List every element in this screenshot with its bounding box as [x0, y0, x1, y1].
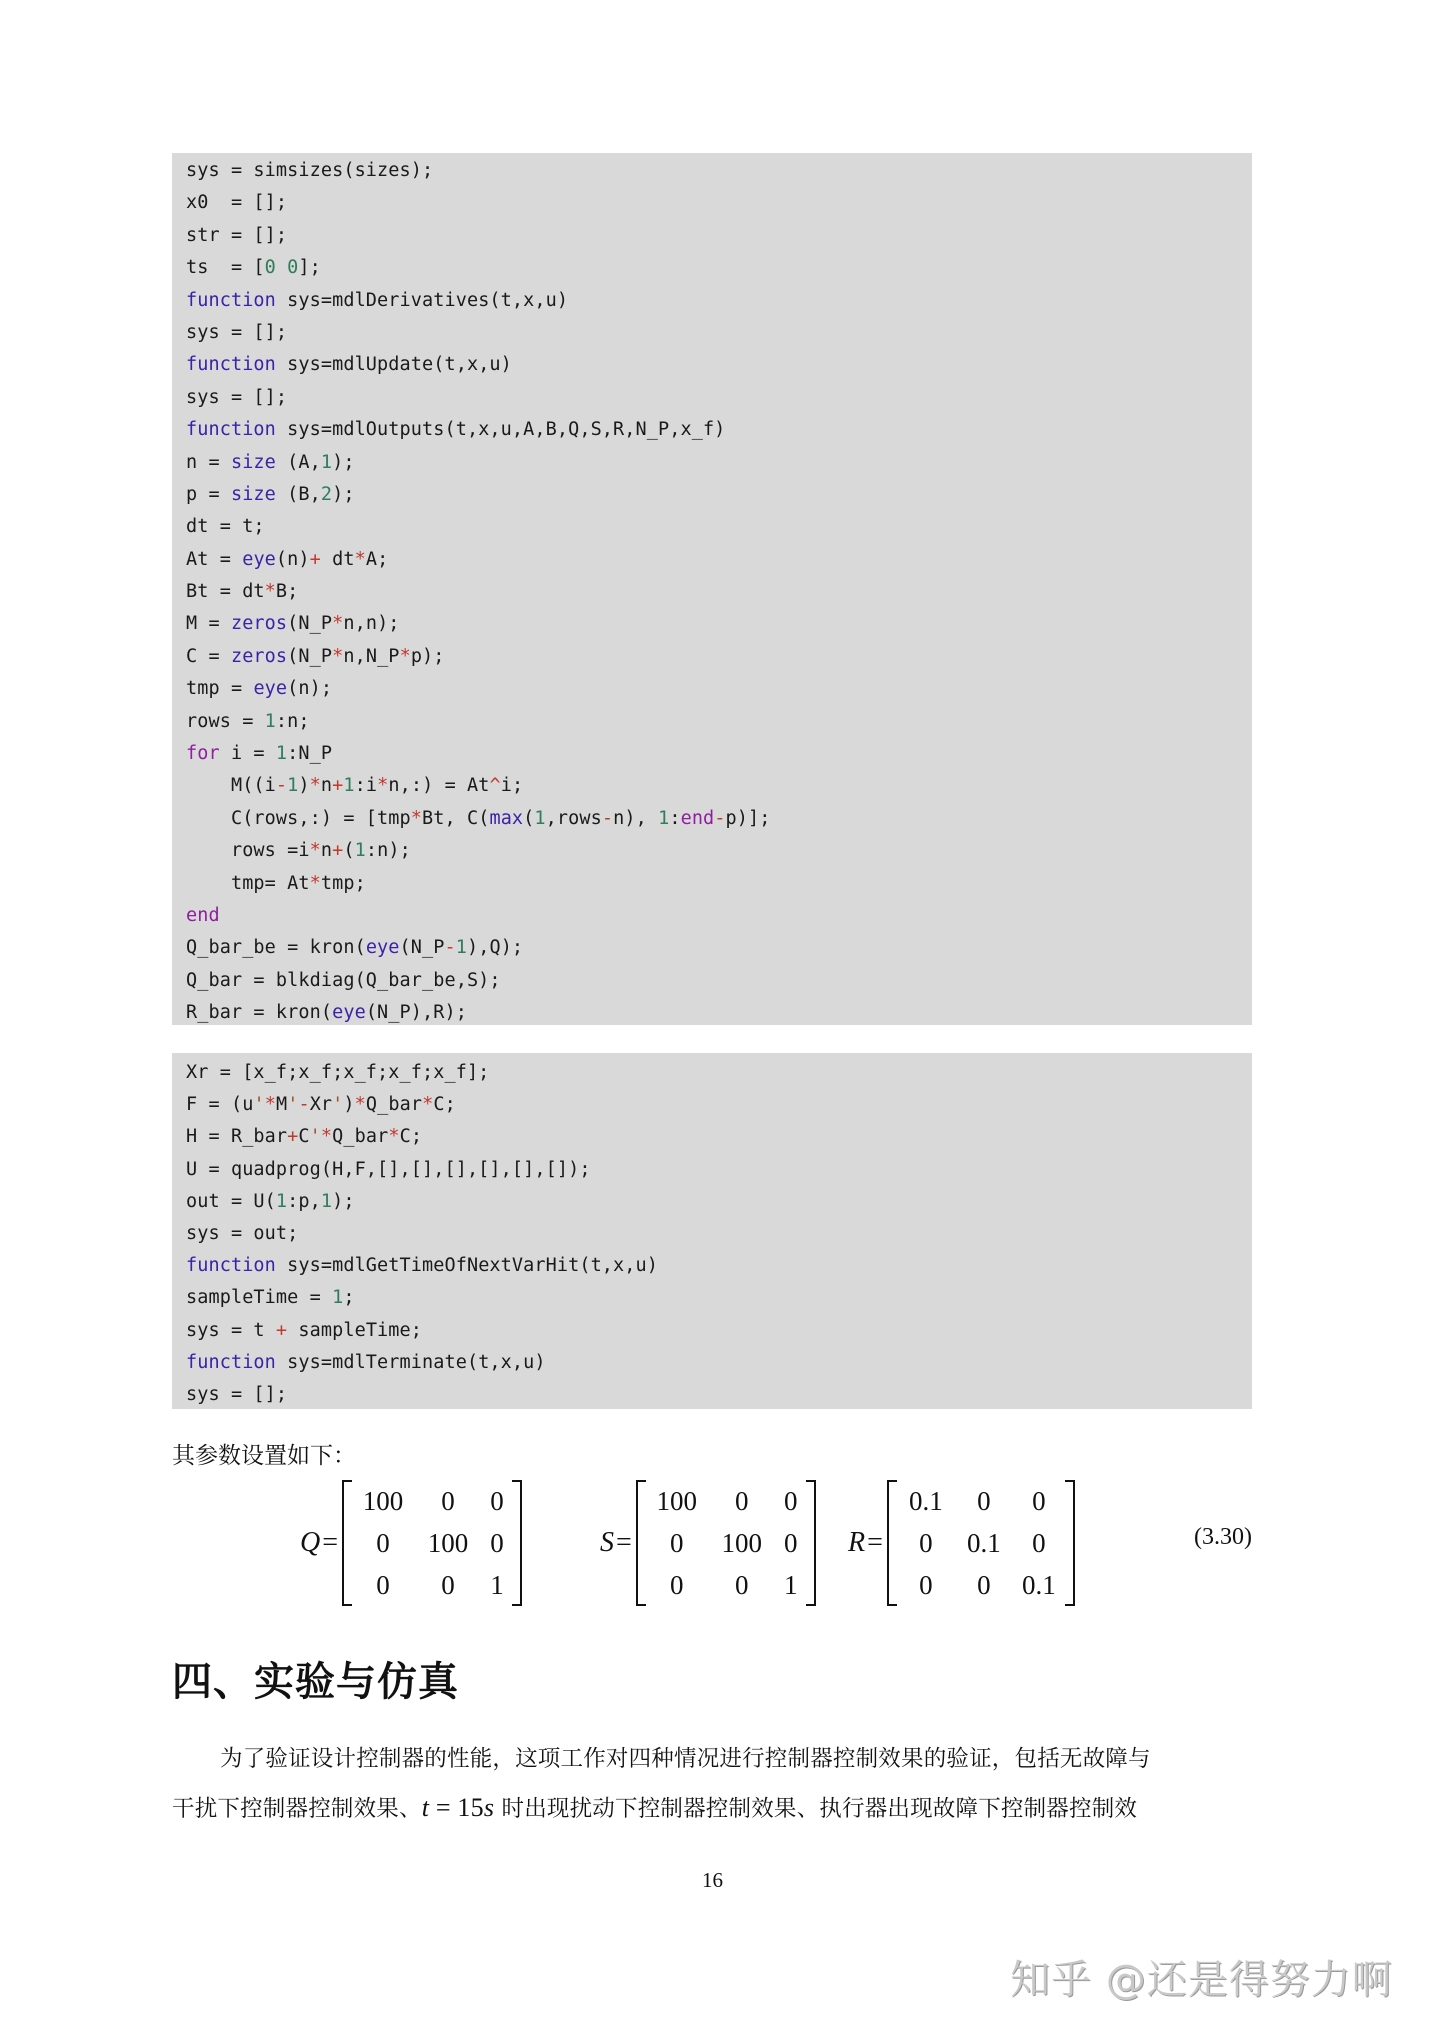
code-line: dt = t;: [186, 516, 265, 538]
equals-sign: =: [322, 1527, 339, 1558]
matrix-row: 0 0 0.1: [919, 1569, 1056, 1600]
code-line: tmp = eye(n);: [186, 678, 333, 700]
matrix-q: [342, 1480, 522, 1606]
code-line: sys = [];: [186, 321, 288, 343]
matrix-r: [887, 1480, 1075, 1606]
code-block-matlab-part-1: [172, 153, 1252, 1025]
equals-sign: =: [867, 1527, 883, 1558]
code-line: R_bar = kron(eye(N_P),R);: [186, 1002, 467, 1024]
code-line: function sys=mdlTerminate(t,x,u): [186, 1351, 546, 1373]
code-line: end: [186, 904, 220, 926]
zhihu-watermark: 知乎 @还是得努力啊: [1010, 1957, 1393, 2003]
code-line: function sys=mdlUpdate(t,x,u): [186, 354, 512, 376]
equation-3-30: [172, 1478, 1252, 1608]
code-line: function sys=mdlDerivatives(t,x,u): [186, 289, 569, 311]
code-line: C(rows,:) = [tmp*Bt, C(max(1,rows-n), 1:end-p)];: [186, 807, 771, 829]
equals-sign: =: [616, 1527, 632, 1558]
code-line: sampleTime = 1;: [186, 1287, 355, 1309]
matrix-s: [636, 1480, 816, 1606]
parameter-intro-text: 其参数设置如下：: [172, 1443, 356, 1469]
text-segment: 干扰下控制器控制效果、: [172, 1796, 422, 1822]
matrix-q-group: [300, 1478, 522, 1608]
code-line: M = zeros(N_P*n,n);: [186, 613, 400, 635]
matrix-s-group: [600, 1478, 816, 1608]
code-line: sys = out;: [186, 1222, 299, 1244]
code-line: sys = [];: [186, 1383, 288, 1405]
section-heading: 四、实验与仿真: [172, 1658, 459, 1705]
code-line: str = [];: [186, 224, 288, 246]
code-line: rows =i*n+(1:n);: [186, 840, 411, 862]
code-line: x0 = [];: [186, 192, 288, 214]
body-paragraph-line-1: 为了验证设计控制器的性能，这项工作对四种情况进行控制器控制效果的验证，包括无故障与: [220, 1746, 1151, 1772]
matrix-s-label: S: [600, 1527, 614, 1558]
code-line: p = size (B,2);: [186, 483, 355, 505]
matrix-row: 0 100 0: [670, 1527, 798, 1558]
matrix-r-label: R: [848, 1527, 866, 1558]
equation-number: (3.30): [1194, 1524, 1252, 1550]
code-line: Q_bar = blkdiag(Q_bar_be,S);: [186, 969, 501, 991]
text-segment: 时出现扰动下控制器控制效果、执行器出现故障下控制器控制效: [494, 1796, 1138, 1822]
code-line: sys = t + sampleTime;: [186, 1319, 423, 1341]
code-line: C = zeros(N_P*n,N_P*p);: [186, 645, 445, 667]
matrix-row: 0 100 0: [376, 1527, 504, 1558]
code-line: for i = 1:N_P: [186, 743, 333, 765]
code-line: U = quadprog(H,F,[],[],[],[],[],[]);: [186, 1158, 591, 1180]
code-line: Xr = [x_f;x_f;x_f;x_f;x_f];: [186, 1062, 490, 1083]
matrix-row: 0 0 1: [376, 1569, 504, 1600]
code-line: H = R_bar+C'*Q_bar*C;: [186, 1126, 423, 1148]
code-line: sys = simsizes(sizes);: [186, 160, 434, 181]
code-line: Bt = dt*B;: [186, 581, 299, 603]
code-line: M((i-1)*n+1:i*n,:) = At^i;: [186, 775, 524, 797]
matrix-row: 0.1 0 0: [909, 1485, 1046, 1516]
matrix-row: 100 0 0: [656, 1485, 798, 1516]
matrix-q-label: Q: [300, 1527, 321, 1558]
code-line: Q_bar_be = kron(eye(N_P-1),Q);: [186, 937, 524, 959]
code-block-matlab-part-2: [172, 1053, 1252, 1409]
body-paragraph-line-2: [172, 1791, 1254, 1823]
code-line: function sys=mdlOutputs(t,x,u,A,B,Q,S,R,N_P,x_f): [186, 419, 726, 441]
matrix-row: 0 0.1 0: [919, 1527, 1046, 1558]
code-line: sys = [];: [186, 386, 288, 408]
page-number: 16: [702, 1868, 723, 1892]
code-line: out = U(1:p,1);: [186, 1190, 355, 1212]
matrix-row: 0 0 1: [670, 1569, 798, 1600]
matrix-r-group: [848, 1478, 1075, 1608]
code-line: n = size (A,1);: [186, 451, 355, 473]
code-line: F = (u'*M'-Xr')*Q_bar*C;: [186, 1094, 456, 1116]
code-line: ts = [0 0];: [186, 257, 321, 279]
code-line: At = eye(n)+ dt*A;: [186, 548, 389, 570]
code-line: function sys=mdlGetTimeOfNextVarHit(t,x,u): [186, 1255, 658, 1277]
code-line: rows = 1:n;: [186, 710, 310, 732]
code-line: tmp= At*tmp;: [186, 872, 366, 894]
matrix-row: 100 0 0: [362, 1485, 504, 1516]
inline-math: t = 15s: [421, 1793, 495, 1822]
